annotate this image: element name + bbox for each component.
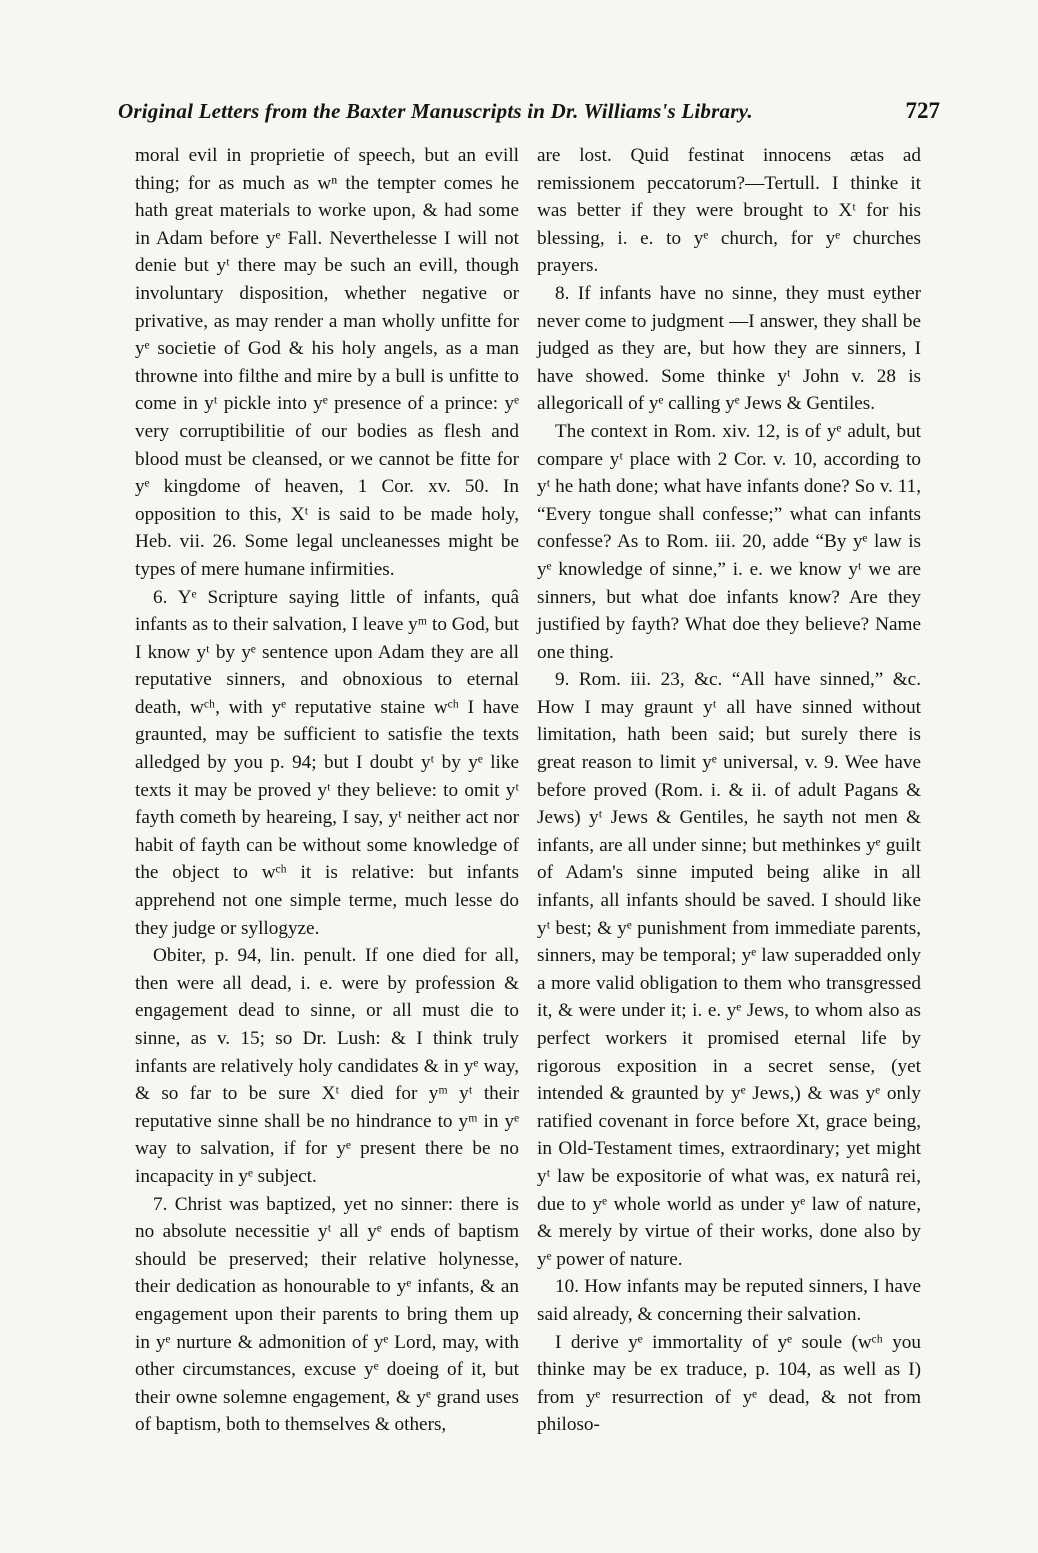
paragraph: 9. Rom. iii. 23, &c. “All have sinned,” &c. How I may graunt yᵗ all have sinned without limitation, hath been said; but surely there is great reason to limit yᵉ universal, v. 9. Wee have before proved (Rom. i. & ii. of adult Pagans & Jews) yᵗ Jews & Gentiles, he sayth not men & infants, are all under sinne; but methinkes yᵉ guilt of Adam's sinne imputed being alike in all infants, all infants should be saved. I should like yᵗ best; & yᵉ punishment from immediate parents, sinners, may be temporal; yᵉ law superadded only a more valid obligation to them who transgressed it, & were under it; i. e. yᵉ Jews, to whom also as perfect workers it promised eternal life by rigorous exposition in a secret sense, (yet intended & graunted by yᵉ Jews,) & was yᵉ only ratified covenant in force before Xt, grace being, in Old-Testament times, extraordinary; yet might yᵗ law be expositorie of what was, ex naturâ rei, due to yᵉ whole world as under yᵉ law of nature, & merely by virtue of their works, done also by yᵉ power of nature. xyxy=(537,669,921,1270)
right-column xyxy=(537,142,921,1439)
paragraph: Obiter, p. 94, lin. penult. If one died for all, then were all dead, i. e. were by profession & engagement dead to sinne, or all must die to sinne, as v. 15; so Dr. Lush: & I think truly infants are relatively holy candidates & in yᵉ way, & so far to be sure Xᵗ died for yᵐ yᵗ their reputative sinne shall be no hindrance to yᵐ in yᵉ way to salvation, if for yᵉ present there be no incapacity in yᵉ subject. xyxy=(135,945,519,1187)
paragraph: I derive yᵉ immortality of yᵉ soule (wᶜʰ you thinke may be ex traduce, p. 104, as well as I) from yᵉ resurrection of yᵉ dead, & not from philoso- xyxy=(537,1331,921,1436)
page-header xyxy=(118,98,940,132)
paragraph: 8. If infants have no sinne, they must eyther never come to judgment —I answer, they shall be judged as they are, but how they are sinners, I have showed. Some thinke yᵗ John v. 28 is allegoricall of yᵉ calling yᵉ Jews & Gentiles. xyxy=(537,282,921,415)
page-number: 727 xyxy=(905,98,940,123)
paragraph: are lost. Quid festinat innocens ætas ad remissionem peccatorum?—Tertull. I thinke it was better if they were brought to Xᵗ for his blessing, i. e. to yᵉ church, for yᵉ churches prayers. xyxy=(537,145,921,277)
paragraph: 10. How infants may be reputed sinners, I have said already, & concerning their salvation. xyxy=(537,1276,921,1325)
running-title: Original Letters from the Baxter Manuscripts in Dr. Williams's Library. xyxy=(118,99,753,123)
paragraph: 7. Christ was baptized, yet no sinner: there is no absolute necessitie yᵗ all yᵉ ends of baptism should be preserved; their relative holynesse, their dedication as honourable to yᵉ infants, & an engagement upon their parents to bring them up in yᵉ nurture & admonition of yᵉ Lord, may, with other circumstances, excuse yᵉ doeing of it, but their owne solemne engagement, & yᵉ grand uses of baptism, both to themselves & others, xyxy=(135,1193,519,1436)
paragraph: The context in Rom. xiv. 12, is of yᵉ adult, but compare yᵗ place with 2 Cor. v. 10, according to yᵗ he hath done; what have infants done? So v. 11, “Every tongue shall confesse;” what can infants confesse? As to Rom. iii. 20, adde “By yᵉ law is yᵉ knowledge of sinne,” i. e. we know yᵗ we are sinners, but what doe infants know? Are they justified by fayth? What doe they believe? Name one thing. xyxy=(537,420,921,663)
paragraph: moral evil in proprietie of speech, but an evill thing; for as much as wⁿ the tempter comes he hath great materials to worke upon, & had some in Adam before yᵉ Fall. Neverthelesse I will not denie but yᵗ there may be such an evill, though involuntary disposition, whether negative or privative, as may render a man wholly unfitte for yᵉ societie of God & his holy angels, as a man throwne into filthe and mire by a bull is unfitte to come in yᵗ pickle into yᵉ presence of a prince: yᵉ very corruptibilitie of our bodies as flesh and blood must be cleansed, or we cannot be fitte for yᵉ kingdome of heaven, 1 Cor. xv. 50. In opposition to this, Xᵗ is said to be made holy, Heb. vii. 26. Some legal uncleanesses might be types of mere humane infirmities. xyxy=(135,145,519,580)
paragraph: 6. Yᵉ Scripture saying little of infants, quâ infants as to their salvation, I leave yᵐ to God, but I know yᵗ by yᵉ sentence upon Adam they are all reputative sinners, and obnoxious to eternal death, wᶜʰ, with yᵉ reputative staine wᶜʰ I have graunted, may be sufficient to satisfie the texts alledged by you p. 94; but I doubt yᵗ by yᵉ like texts it may be proved yᵗ they believe: to omit yᵗ fayth cometh by heareing, I say, yᵗ neither act nor habit of fayth can be without some knowledge of the object to wᶜʰ it is relative: but infants apprehend not one simple terme, much lesse do they judge or syllogyze. xyxy=(135,586,519,939)
left-column xyxy=(135,142,519,1439)
